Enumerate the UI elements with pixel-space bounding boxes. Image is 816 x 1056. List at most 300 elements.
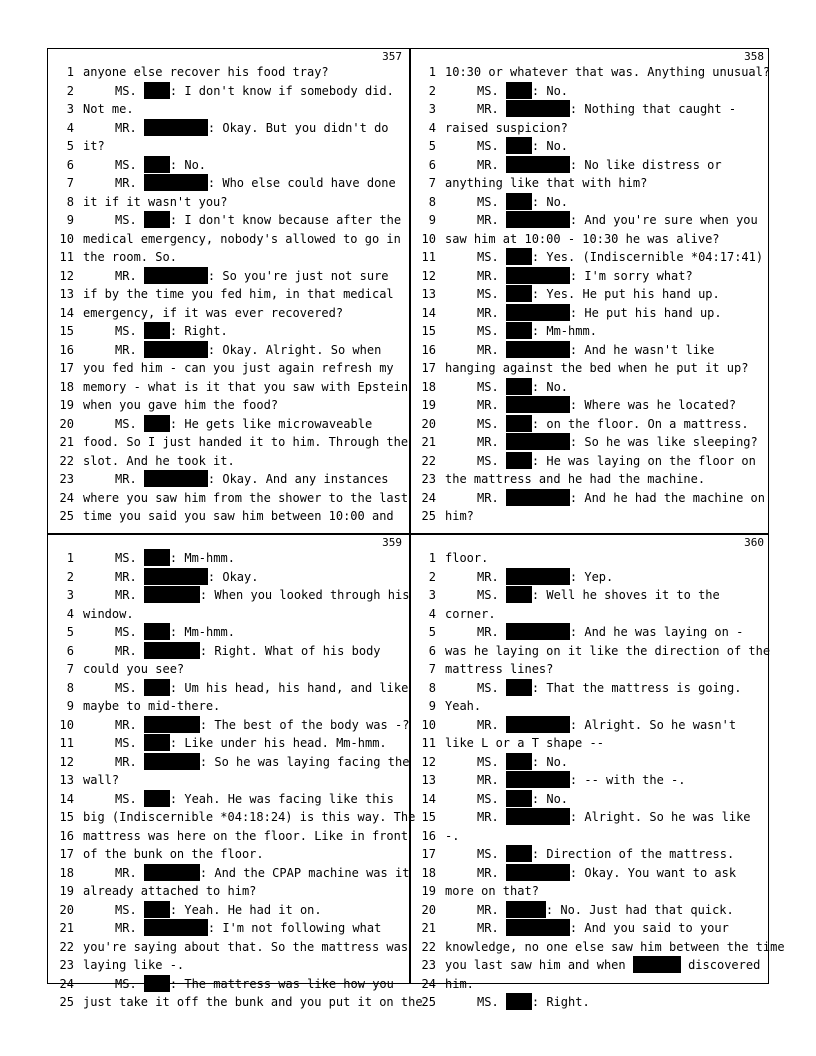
text-segment: MS. (477, 139, 506, 153)
line-text (477, 137, 568, 156)
text-segment: : No. (531, 754, 569, 769)
transcript-line (48, 267, 408, 286)
line-number: 25 (421, 509, 436, 523)
transcript-line (410, 660, 770, 679)
text-segment: the mattress and he had the machine. (445, 472, 706, 486)
transcript-line (410, 882, 770, 901)
line-number: 20 (421, 416, 436, 431)
redaction-box (506, 716, 570, 733)
line-number: 23 (421, 958, 436, 972)
text-segment: : Okay. But you didn't do (207, 120, 389, 135)
line-number: 1 (428, 65, 436, 79)
line-number: 3 (66, 588, 74, 602)
transcript-line (410, 489, 770, 508)
transcript-line (410, 285, 770, 304)
text-segment: could you see? (83, 662, 185, 676)
text-segment: MR. (477, 865, 506, 880)
redaction-box (144, 753, 200, 770)
line-number: 16 (59, 828, 74, 843)
text-segment: MS. (477, 83, 506, 98)
transcript-page-358 (410, 49, 770, 532)
line-number: 25 (421, 995, 436, 1009)
transcript-line (48, 716, 408, 735)
transcript-line (48, 956, 408, 975)
line-number: 12 (59, 754, 74, 769)
transcript-line (410, 993, 770, 1012)
line-text (477, 267, 693, 286)
text-segment: laying like -. (83, 958, 185, 972)
text-segment: MS. (115, 680, 144, 695)
redaction-box (506, 100, 570, 117)
text-segment: floor. (445, 551, 489, 565)
line-text (477, 753, 568, 772)
line-text (477, 919, 729, 938)
transcript-line (410, 248, 770, 267)
text-segment: MS. (477, 995, 506, 1009)
transcript-line (410, 378, 770, 397)
line-number: 5 (66, 625, 74, 639)
redaction-box (506, 919, 570, 936)
redaction-box (506, 452, 532, 469)
redaction-box (506, 993, 532, 1010)
line-number: 17 (59, 361, 74, 375)
text-segment: : Okay. And any instances (207, 472, 389, 486)
text-segment: him. (445, 976, 474, 991)
transcript-line (410, 901, 770, 920)
line-text (83, 100, 134, 119)
line-number: 22 (421, 939, 436, 954)
text-segment: anything like that with him? (445, 176, 648, 190)
transcript-line (410, 864, 770, 883)
text-segment: corner. (445, 606, 496, 621)
redaction-box (144, 415, 170, 432)
transcript-line (410, 753, 770, 772)
text-segment: : Who else could have done (207, 176, 396, 190)
transcript-line (410, 174, 770, 193)
line-number: 20 (59, 902, 74, 917)
transcript-line (48, 63, 408, 82)
line-text (115, 919, 381, 938)
line-text (83, 938, 408, 957)
line-text (477, 864, 736, 883)
text-segment: emergency, if it was ever recovered? (83, 305, 344, 320)
line-number: 15 (421, 810, 436, 824)
redaction-box (144, 623, 170, 640)
text-segment: : I don't know if somebody did. (169, 83, 394, 98)
line-text (445, 975, 474, 994)
line-number: 17 (421, 847, 436, 861)
text-segment: : Right. (169, 324, 228, 338)
text-segment: : Yeah. He was facing like this (169, 791, 394, 806)
text-segment: : And he wasn't like (569, 342, 715, 357)
text-segment: MS. (477, 250, 506, 264)
text-segment: memory - what is it that you saw with Epstein (83, 379, 409, 394)
transcript-line (410, 734, 770, 753)
text-segment: MR. (477, 213, 506, 227)
text-segment: : Yes. He put his hand up. (531, 287, 720, 301)
line-text (477, 304, 722, 323)
transcript-sheet (47, 48, 785, 1009)
text-segment: : I don't know because after the (169, 213, 402, 227)
text-segment: : Right. What of his body (199, 643, 381, 658)
transcript-line (410, 586, 770, 605)
transcript-line (48, 452, 408, 471)
line-number: 4 (428, 606, 436, 621)
transcript-line (410, 137, 770, 156)
text-segment: if by the time you fed him, in that medical (83, 287, 394, 301)
transcript-line (48, 304, 408, 323)
line-text (445, 507, 474, 526)
line-number: 16 (59, 342, 74, 357)
line-number: 4 (428, 120, 436, 135)
line-text (445, 697, 481, 716)
transcript-line (410, 605, 770, 624)
text-segment: MS. (115, 551, 144, 565)
page-number: 358 (744, 50, 764, 63)
line-number: 24 (421, 490, 436, 505)
transcript-line (410, 322, 770, 341)
transcript-line (410, 507, 770, 526)
line-number: 24 (59, 490, 74, 505)
line-text (115, 975, 394, 994)
line-text (445, 63, 770, 82)
redaction-box (144, 642, 200, 659)
line-number: 3 (428, 102, 436, 116)
line-number: 7 (66, 176, 74, 190)
line-number: 7 (428, 662, 436, 676)
text-segment: : The mattress was like how you (169, 976, 394, 991)
text-segment: Not me. (83, 102, 134, 116)
line-text (445, 359, 748, 378)
text-segment: just take it off the bunk and you put it on the (83, 995, 423, 1009)
line-text (477, 790, 568, 809)
line-number: 11 (59, 250, 74, 264)
text-segment: : Alright. So he was like (569, 810, 751, 824)
transcript-line (48, 734, 408, 753)
text-segment: was he laying on it like the direction of the (445, 643, 771, 658)
text-segment: MR. (115, 342, 144, 357)
line-text (83, 452, 235, 471)
text-segment: MS. (477, 791, 506, 806)
transcript-line (48, 285, 408, 304)
transcript-line (48, 864, 408, 883)
text-segment: it? (83, 139, 105, 153)
redaction-box (144, 470, 208, 487)
text-segment: MS. (115, 83, 144, 98)
line-number: 13 (421, 287, 436, 301)
transcript-line (410, 975, 770, 994)
line-text (83, 697, 220, 716)
transcript-line (410, 623, 770, 642)
transcript-line (48, 230, 408, 249)
text-segment: MS. (115, 625, 144, 639)
text-segment: mattress was here on the floor. Like in front (83, 828, 409, 843)
text-segment: MR. (477, 268, 506, 283)
transcript-line (48, 433, 408, 452)
redaction-box (506, 341, 570, 358)
transcript-line (410, 193, 770, 212)
line-number: 15 (59, 810, 74, 824)
transcript-line (48, 359, 408, 378)
line-text (445, 119, 568, 138)
transcript-line (410, 716, 770, 735)
transcript-line (48, 642, 408, 661)
text-segment: : Right. (531, 995, 590, 1009)
line-text (477, 156, 722, 175)
line-number: 19 (421, 884, 436, 898)
transcript-line (48, 697, 408, 716)
text-segment: : Direction of the mattress. (531, 847, 735, 861)
text-segment: : And he had the machine on (569, 490, 765, 505)
text-segment: 10:30 or whatever that was. Anything unusual? (445, 65, 771, 79)
line-number: 25 (59, 995, 74, 1009)
transcript-page-360 (410, 535, 785, 1018)
transcript-line (410, 679, 770, 698)
transcript-line (410, 549, 770, 568)
transcript-line (410, 642, 770, 661)
text-segment: MS. (477, 416, 506, 431)
redaction-box (144, 322, 170, 339)
page-number: 357 (382, 50, 402, 63)
text-segment: window. (83, 606, 134, 621)
transcript-line (48, 623, 408, 642)
line-text (477, 993, 590, 1012)
line-text (83, 993, 423, 1012)
line-number: 14 (421, 791, 436, 806)
transcript-line (48, 137, 408, 156)
text-segment: more on that? (445, 884, 539, 898)
line-text (115, 211, 401, 230)
transcript-line (410, 230, 770, 249)
redaction-box (506, 248, 532, 265)
redaction-box (144, 82, 170, 99)
line-text (83, 956, 184, 975)
redaction-box (506, 753, 532, 770)
text-segment: : Okay. (207, 569, 259, 584)
line-number: 22 (421, 453, 436, 468)
line-text (83, 359, 394, 378)
line-number: 9 (428, 213, 436, 227)
redaction-box (506, 322, 532, 339)
redaction-box (144, 267, 208, 284)
text-segment: MR. (477, 305, 506, 320)
transcript-line (410, 211, 770, 230)
transcript-line (410, 304, 770, 323)
line-number: 21 (59, 435, 74, 449)
line-text (83, 605, 134, 624)
line-number: 7 (428, 176, 436, 190)
transcript-line (410, 470, 770, 489)
text-segment: discovered (680, 958, 761, 972)
text-segment: : Mm-hmm. (531, 324, 597, 338)
text-segment: : No. (169, 157, 207, 172)
transcript-line (48, 378, 408, 397)
line-text (115, 119, 389, 138)
text-segment: MS. (477, 754, 506, 769)
line-text (83, 808, 415, 827)
line-text (115, 549, 235, 568)
text-segment: MS. (115, 736, 144, 750)
line-text (115, 322, 228, 341)
transcript-line (410, 82, 770, 101)
line-number: 21 (421, 921, 436, 935)
text-segment: MS. (477, 194, 506, 209)
transcript-line (48, 975, 408, 994)
transcript-line (410, 938, 785, 957)
text-segment: MR. (477, 625, 506, 639)
line-number: 8 (66, 680, 74, 695)
text-segment: MS. (477, 680, 506, 695)
line-number: 11 (59, 736, 74, 750)
redaction-box (144, 568, 208, 585)
text-segment: : When you looked through his (199, 588, 410, 602)
text-segment: you're saying about that. So the mattress was (83, 939, 409, 954)
text-segment: : No. Just had that quick. (545, 902, 734, 917)
text-segment: MS. (477, 287, 506, 301)
transcript-line (410, 433, 770, 452)
line-text (115, 790, 394, 809)
text-segment: when you gave him the food? (83, 398, 279, 412)
redaction-box (144, 211, 170, 228)
text-segment: MR. (477, 157, 506, 172)
line-number: 15 (421, 324, 436, 338)
redaction-box (506, 304, 570, 321)
text-segment: MR. (115, 268, 144, 283)
line-number: 23 (421, 472, 436, 486)
line-number: 10 (59, 717, 74, 732)
redaction-box (144, 174, 208, 191)
transcript-line (48, 396, 408, 415)
line-text (83, 378, 408, 397)
line-text (477, 100, 736, 119)
text-segment: : I'm sorry what? (569, 268, 693, 283)
redaction-box (506, 864, 570, 881)
line-text (477, 679, 741, 698)
line-text (83, 827, 408, 846)
line-text (477, 433, 758, 452)
text-segment: : The best of the body was -? (199, 717, 410, 732)
text-segment: MR. (477, 717, 506, 732)
line-number: 14 (59, 791, 74, 806)
text-segment: : on the floor. On a mattress. (531, 416, 749, 431)
redaction-box (506, 679, 532, 696)
line-number: 6 (428, 157, 436, 172)
line-number: 19 (59, 398, 74, 412)
line-number: 8 (428, 680, 436, 695)
text-segment: MR. (477, 773, 506, 787)
text-segment: MR. (115, 472, 144, 486)
redaction-box (144, 919, 208, 936)
transcript-line (48, 341, 408, 360)
text-segment: : No. (531, 83, 569, 98)
line-number: 4 (66, 606, 74, 621)
transcript-line (48, 174, 408, 193)
redaction-box (144, 586, 200, 603)
redaction-box (506, 82, 532, 99)
transcript-line (48, 568, 408, 587)
redaction-box (506, 378, 532, 395)
line-number: 1 (66, 551, 74, 565)
text-segment: food. So I just handed it to him. Through the (83, 435, 409, 449)
transcript-line (410, 267, 770, 286)
transcript-line (410, 697, 770, 716)
line-text (83, 248, 177, 267)
transcript-line (410, 568, 770, 587)
transcript-line (48, 901, 408, 920)
text-segment: the room. So. (83, 250, 177, 264)
text-segment: hanging against the bed when he put it up? (445, 361, 749, 375)
line-number: 11 (421, 736, 436, 750)
redaction-box (506, 845, 532, 862)
text-segment: MR. (115, 921, 144, 935)
line-number: 5 (66, 139, 74, 153)
text-segment: MR. (115, 643, 144, 658)
line-text (83, 193, 228, 212)
text-segment: : So he was laying facing the (199, 754, 410, 769)
transcript-line (48, 790, 408, 809)
transcript-line (48, 586, 408, 605)
line-number: 2 (428, 569, 436, 584)
text-segment: MR. (115, 176, 144, 190)
line-text (477, 82, 568, 101)
transcript-line (48, 808, 416, 827)
transcript-line (48, 507, 408, 526)
text-segment: : No like distress or (569, 157, 722, 172)
redaction-box (506, 267, 570, 284)
text-segment: : No. (531, 194, 569, 209)
text-segment: MS. (477, 379, 506, 394)
line-text (477, 901, 734, 920)
line-number: 16 (421, 828, 436, 843)
line-text (83, 230, 401, 249)
page-number: 360 (744, 536, 764, 549)
line-number: 23 (59, 958, 74, 972)
line-number: 24 (421, 976, 436, 991)
line-number: 13 (59, 773, 74, 787)
line-number: 1 (428, 551, 436, 565)
page-number: 359 (382, 536, 402, 549)
line-number: 5 (428, 625, 436, 639)
redaction-box (506, 415, 532, 432)
transcript-line (48, 993, 423, 1012)
transcript-line (48, 845, 408, 864)
text-segment: : He put his hand up. (569, 305, 722, 320)
line-text (445, 174, 647, 193)
line-number: 14 (59, 305, 74, 320)
line-text (115, 734, 387, 753)
transcript-line (48, 919, 408, 938)
redaction-box (506, 586, 532, 603)
transcript-line (48, 470, 408, 489)
text-segment: MR. (477, 490, 506, 505)
transcript-line (48, 415, 408, 434)
transcript-line (410, 359, 770, 378)
line-text (477, 396, 736, 415)
transcript-line (48, 882, 408, 901)
line-text (115, 82, 394, 101)
line-number: 8 (428, 194, 436, 209)
line-number: 17 (59, 847, 74, 861)
redaction-box (144, 156, 170, 173)
line-number: 20 (421, 902, 436, 917)
text-segment: you fed him - can you just again refresh my (83, 361, 394, 375)
text-segment: raised suspicion? (445, 120, 568, 135)
line-text (83, 660, 184, 679)
text-segment: saw him at 10:00 - 10:30 he was alive? (445, 231, 720, 246)
transcript-line (410, 771, 770, 790)
transcript-line (410, 63, 770, 82)
line-text (115, 642, 381, 661)
